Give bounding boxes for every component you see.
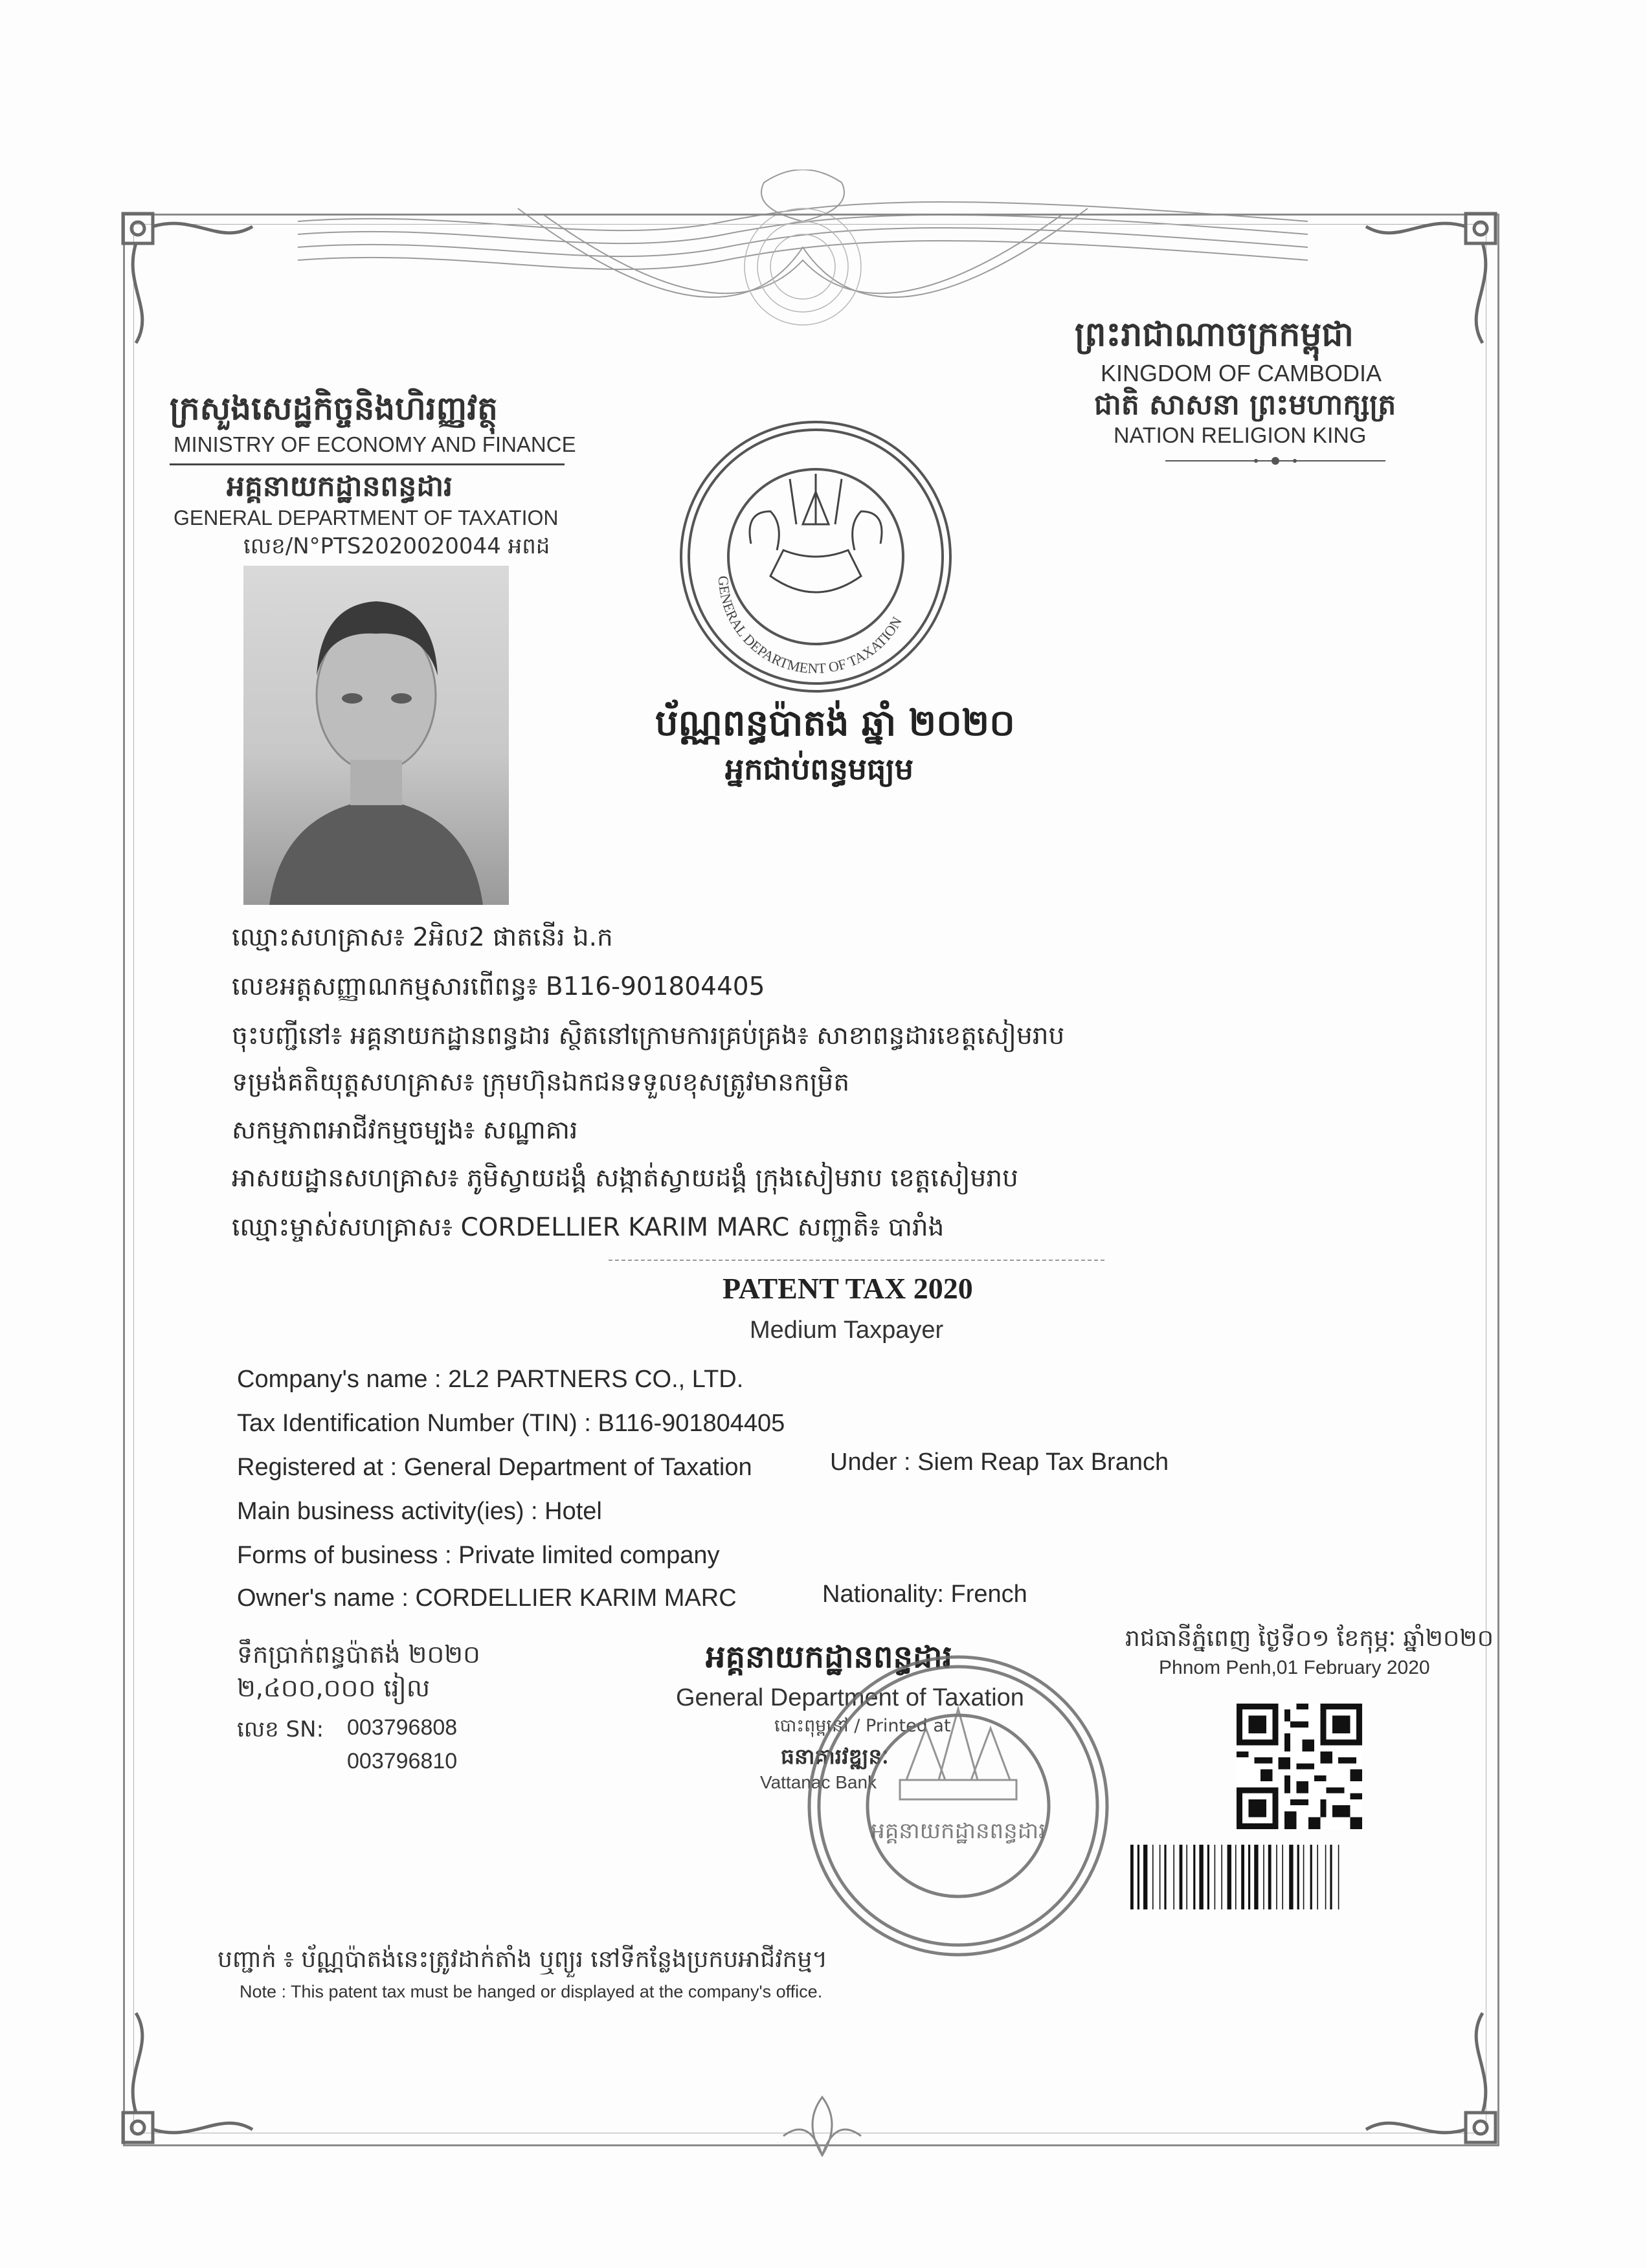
patent-title: PATENT TAX 2020	[723, 1272, 973, 1305]
official-stamp	[796, 1644, 1120, 1968]
company-name-field: Company's name : 2L2 PARTNERS CO., LTD.	[237, 1366, 744, 1393]
printed-at-label: បោះពុម្ពនៅ / Printed at	[774, 1716, 951, 1736]
corner-ornament-top-right	[1360, 207, 1502, 350]
stamp-text: អគ្គនាយកដ្ឋានពន្ធដារ	[871, 1818, 1046, 1844]
registered-at-field: Registered at : General Department of Taxation	[237, 1454, 752, 1481]
barcode	[1126, 1845, 1450, 1909]
ministry-name-khmer: ក្រសួងសេដ្ឋកិច្ចនិងហិរញ្ញវត្ថុ	[170, 390, 498, 427]
signing-department-english: General Department of Taxation	[676, 1684, 1024, 1711]
note-english: Note : This patent tax must be hanged or displayed at the company's office.	[240, 1982, 823, 2001]
kingdom-name-english: KINGDOM OF CAMBODIA	[1101, 360, 1382, 386]
issue-date-english: Phnom Penh,01 February 2020	[1159, 1657, 1430, 1678]
taxpayer-category: Medium Taxpayer	[750, 1317, 944, 1344]
owner-name-field: Owner's name : CORDELLIER KARIM MARC	[237, 1584, 737, 1612]
kingdom-name-khmer: ព្រះរាជាណាចក្រកម្ពុជា	[1075, 315, 1354, 354]
nationality-field: Nationality: French	[822, 1581, 1027, 1608]
bank-name-english: Vattanac Bank	[760, 1772, 877, 1792]
khmer-field-owner-name: ឈ្មោះម្ចាស់សហគ្រាស៖ CORDELLIER KARIM MARC សញ្ជាតិ៖ បារាំង	[232, 1213, 945, 1242]
business-form-field: Forms of business : Private limited company	[237, 1542, 720, 1569]
section-separator	[609, 1260, 1107, 1261]
nation-motto-english: NATION RELIGION KING	[1114, 423, 1367, 448]
certificate-title-khmer: ប័ណ្ណពន្ធប៉ាតង់ ឆ្នាំ ២០២០	[655, 702, 1015, 744]
khmer-field-address: អាសយដ្ឋានសហគ្រាស៖ ភូមិស្វាយដង្គំ សង្កាត់ស្វាយដង្គំ ក្រុងសៀមរាប ខេត្តសៀមរាប	[232, 1164, 1018, 1193]
corner-ornament-bottom-right	[1360, 2007, 1502, 2149]
issue-date-khmer: រាជធានីភ្នំពេញ ថ្ងៃទី០១ ខែកុម្ភៈ ឆ្នាំ២០២០	[1125, 1625, 1494, 1652]
reference-number: លេខ/N°PTS2020020044 អពដ	[243, 533, 550, 559]
taxpayer-category-khmer: អ្នកជាប់ពន្ធមធ្យម	[725, 751, 914, 786]
corner-ornament-top-left	[117, 207, 259, 350]
corner-ornament-bottom-left	[117, 2007, 259, 2149]
khmer-field-business-activity: សកម្មភាពអាជីវកម្មចម្បង៖ សណ្ឋាគារ	[232, 1116, 578, 1145]
owner-photo	[243, 566, 509, 905]
note-khmer: បញ្ជាក់ ៖ ប័ណ្ណប៉ាតង់នេះត្រូវដាក់តាំង ឬព្យួរ នៅទីកន្លែងប្រកបអាជីវកម្ម។	[218, 1946, 828, 1973]
person-portrait-icon	[243, 566, 509, 905]
business-activity-field: Main business activity(ies) : Hotel	[237, 1498, 602, 1525]
bank-name-khmer: ធនាគារវឌ្ឍនៈ	[781, 1744, 889, 1769]
ministry-name-english: MINISTRY OF ECONOMY AND FINANCE	[174, 432, 576, 456]
department-seal	[673, 414, 958, 699]
department-name-khmer: អគ្គនាយកដ្ឋានពន្ធដារ	[227, 470, 453, 503]
bottom-lotus-ornament	[770, 2091, 874, 2162]
khmer-field-company-name: ឈ្មោះសហគ្រាស៖ 2អិល2 ផាតនើរ ឯ.ក	[232, 923, 613, 952]
serial-number-2: 003796810	[347, 1749, 458, 1773]
khmer-field-business-form: ទម្រង់គតិយុត្តសហគ្រាស៖ ក្រុមហ៊ុនឯកជនទទួលខុសត្រូវមានកម្រិត	[232, 1068, 850, 1097]
tax-amount-label: ទឹកប្រាក់ពន្ធប៉ាតង់ ២០២០	[237, 1640, 480, 1669]
serial-number-label: លេខ SN:	[237, 1717, 324, 1742]
serial-number-1: 003796808	[347, 1715, 458, 1740]
khmer-field-registered-at: ចុះបញ្ជីនៅ៖ អគ្គនាយកដ្ឋានពន្ធដារ ស្ថិតនៅក្រោមការគ្រប់គ្រង៖ សាខាពន្ធដារខេត្តសៀមរាប	[232, 1021, 1065, 1051]
qr-code	[1237, 1704, 1362, 1829]
tin-field: Tax Identification Number (TIN) : B116-901804405	[237, 1410, 785, 1437]
khmer-field-tin: លេខអត្តសញ្ញាណកម្មសារពើពន្ធ៖ B116-901804405	[232, 972, 765, 1001]
signing-department-khmer: អគ្គនាយកដ្ឋានពន្ធដារ	[706, 1639, 952, 1675]
motto-divider-ornament	[1165, 453, 1385, 469]
seal-english-text: GENERAL DEPARTMENT OF TAXATION	[715, 575, 905, 677]
ministry-underline	[170, 463, 565, 465]
department-name-english: GENERAL DEPARTMENT OF TAXATION	[174, 506, 559, 529]
nation-motto-khmer: ជាតិ សាសនា ព្រះមហាក្សត្រ	[1094, 388, 1396, 421]
tax-branch-field: Under : Siem Reap Tax Branch	[830, 1449, 1169, 1476]
tax-amount-value: ២,៤០០,០០០ រៀល	[237, 1674, 431, 1702]
